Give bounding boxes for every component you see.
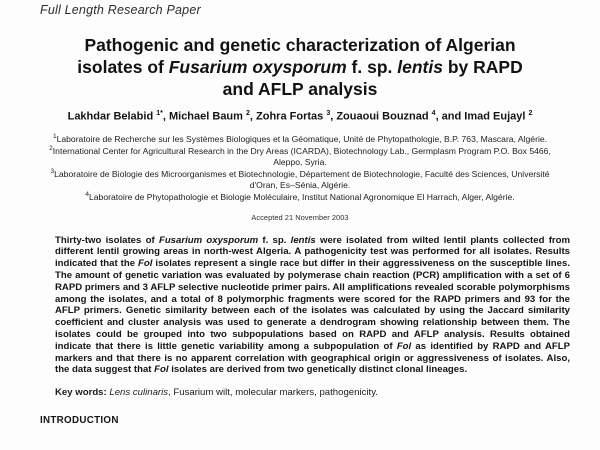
- text-segment: , Michael Baum: [162, 110, 246, 123]
- text-segment: Lens culinaris: [109, 387, 169, 399]
- affiliation-3-text: Laboratoire de Biologie des Microorganismes et Biotechnologie, Département de Biotechnologie, Faculté des Sciences, Université d'Oran, Es–Sénia, Algérie.: [54, 169, 550, 190]
- text-segment: , and Imad Eujayl: [435, 110, 529, 123]
- text-segment: lentis: [397, 57, 443, 77]
- affiliation-list: [43, 132, 558, 203]
- text-segment: Fusarium oxysporum: [168, 57, 347, 77]
- affiliation-4-text: Laboratoire de Phytopathologie et Biologie Moléculaire, Institut National Agronomique El Harrach, Alger, Algérie.: [88, 192, 515, 203]
- text-segment: Fol: [154, 364, 169, 376]
- article-type-label: Full Length Research Paper: [40, 3, 201, 17]
- affiliation-1-number: 1: [52, 132, 57, 140]
- paper-title: [65, 34, 535, 100]
- text-segment: 1*: [156, 110, 163, 117]
- abstract-text: [55, 235, 570, 377]
- text-segment: lentis: [290, 234, 316, 246]
- affiliation-2-text: International Center for Agricultural Research in the Dry Areas (ICARDA), Biotechnology Lab., Germplasm Program P.O. Box 5466, Aleppo, Syria.: [52, 145, 551, 167]
- section-heading-introduction: INTRODUCTION: [40, 415, 119, 427]
- text-segment: Thirty-two isolates of: [55, 234, 159, 246]
- text-segment: Fol: [396, 340, 412, 352]
- author-list: [0, 110, 600, 123]
- affiliation-1: [43, 132, 558, 144]
- affiliation-2: [43, 144, 558, 167]
- text-segment: Fusarium oxysporum: [158, 234, 259, 246]
- text-segment: 2: [246, 110, 250, 117]
- affiliation-4-number: 4: [85, 191, 89, 199]
- text-segment: as identified by RAPD and AFLP markers and that there is no apparent correlation with geographical origin or aggressiveness of isolates. Also, the data suggest that: [55, 340, 570, 376]
- text-segment: 4: [431, 110, 436, 117]
- text-segment: Fol: [138, 258, 153, 270]
- text-segment: by RAPD and AFLP analysis: [222, 57, 523, 99]
- affiliation-3-number: 3: [50, 168, 55, 176]
- text-segment: 2: [528, 110, 533, 117]
- text-segment: Pathogenic and genetic characterization of Algerian isolates of: [77, 35, 516, 77]
- text-segment: 3: [326, 110, 331, 117]
- text-segment: isolates represent a single race but differ in their aggressiveness on the susceptible lines. The amount of genetic variation was evaluated by polymerase chain reaction (PCR) amplification with a set of 6 RAPD primers and 3 AFLP selective nucleotide primer pairs. All amplifications revealed scorable polymorphisms among the isolates, and a total of 8 polymorphic fragments were scored for the RAPD primers and 93 for the AFLP primers. Genetic similarity between each of the isolates was calculated by using the Jaccard similarity coefficient and cluster analysis was used to generate a dendrogram showing relationship between them. The isolates could be grouped into two subpopulations based on RAPD and AFLP analysis. Results obtained indicate that there is little genetic variability among a subpopulation of: [55, 258, 570, 352]
- affiliation-3: [43, 167, 558, 190]
- text-segment: Lakhdar Belabid: [67, 110, 157, 123]
- text-segment: isolates are derived from two genetically distinct clonal lineages.: [168, 364, 468, 376]
- text-segment: were isolated from wilted lentil plants collected from different lentil growing areas in north-west Algeria. A pathogenicity test was performed for all isolates. Results indicated that the: [55, 234, 571, 270]
- affiliation-2-number: 2: [49, 145, 53, 153]
- accepted-date: Accepted 21 November 2003: [251, 212, 349, 222]
- text-segment: Key words:: [55, 387, 110, 399]
- text-segment: , Fusarium wilt, molecular markers, pathogenicity.: [168, 387, 378, 399]
- text-segment: , Zohra Fortas: [249, 110, 327, 123]
- keywords-line: [55, 387, 570, 398]
- affiliation-1-text: Laboratoire de Recherche sur les Systèmes Biologiques et la Géomatique, Unité de Phytopathologie, B.P. 763, Mascara, Algérie.: [56, 133, 548, 144]
- text-segment: f. sp.: [258, 234, 291, 246]
- text-segment: f. sp.: [346, 57, 398, 77]
- text-segment: , Zouaoui Bouznad: [330, 110, 432, 123]
- affiliation-4: [43, 190, 558, 202]
